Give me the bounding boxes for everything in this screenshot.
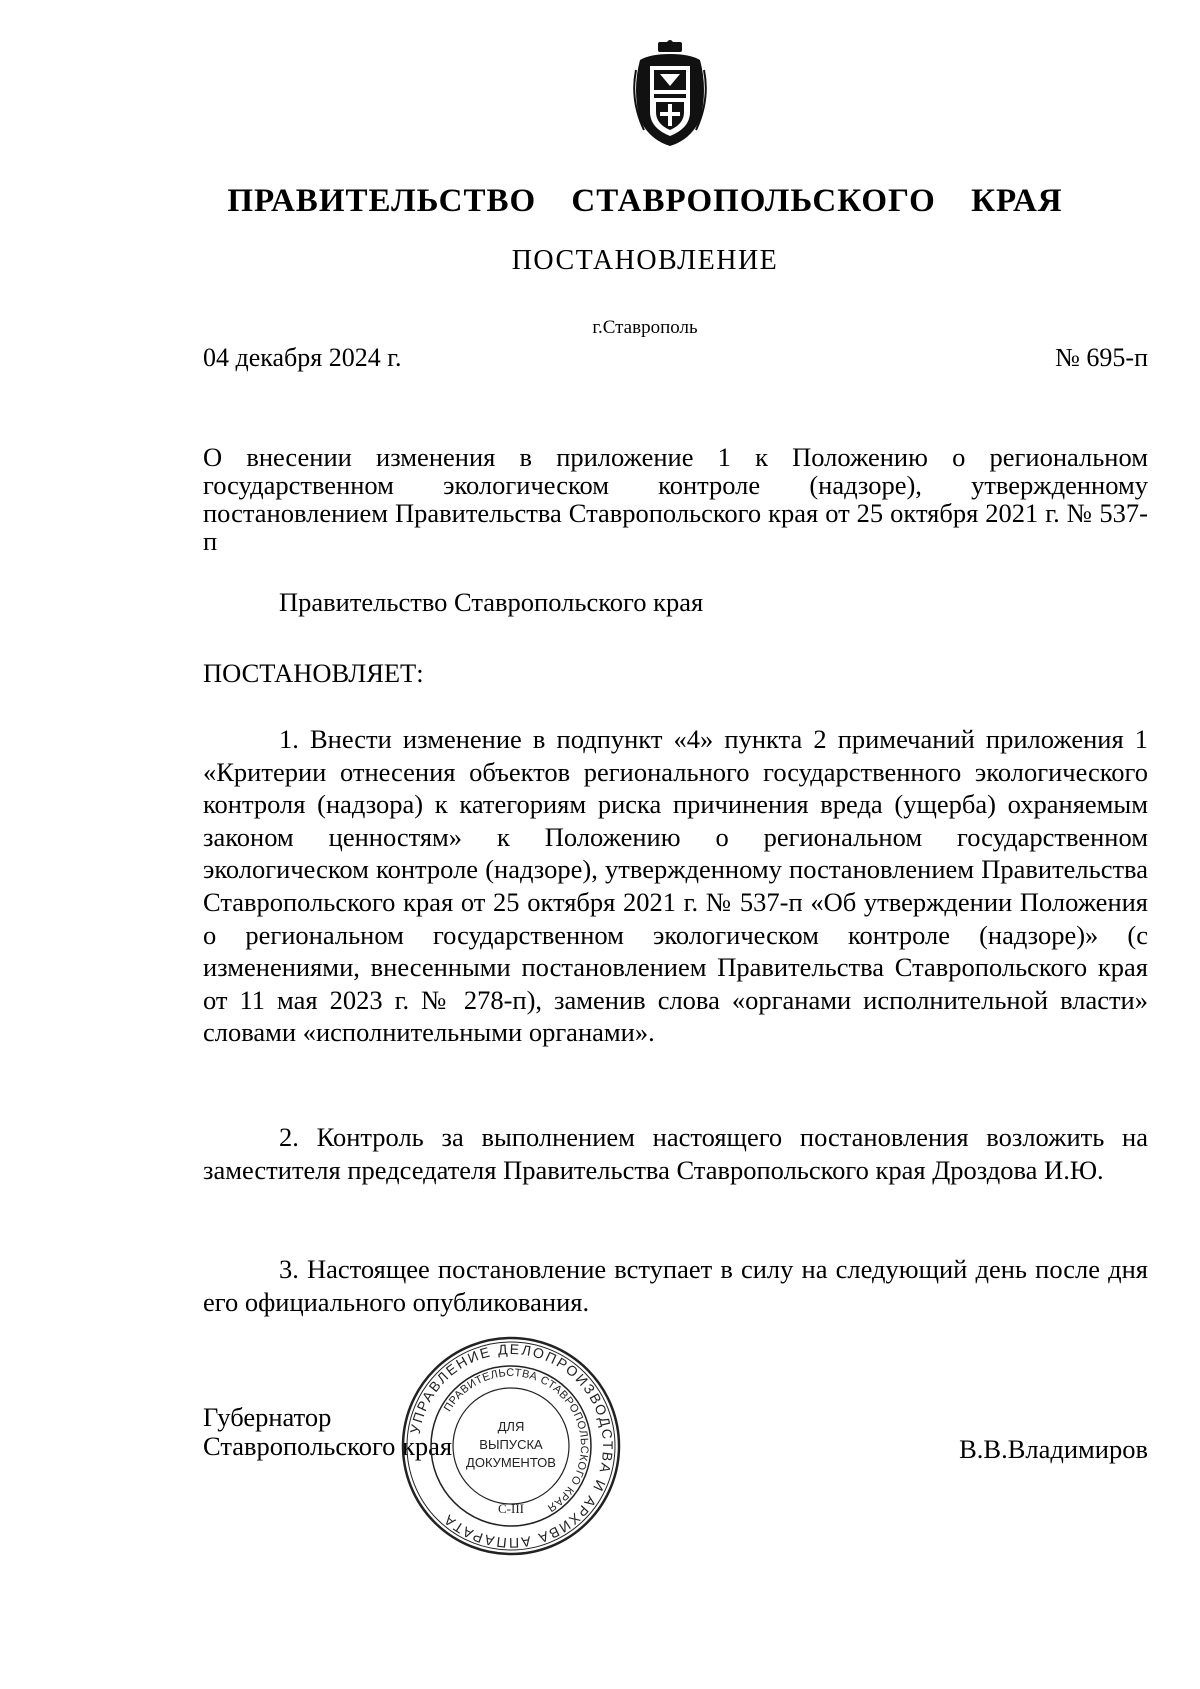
stamp-center-line-2: ВЫПУСКА [479, 1437, 543, 1452]
document-number: № 695-п [1055, 343, 1148, 372]
city-name: г.Ставрополь [592, 317, 698, 338]
document-subject: О внесении изменения в приложение 1 к Положению о региональном государственном экологическом контроле (надзоре), утвержденному постановлением Правительства Ставропольского края от 25 октября 2021 г. № 537-п [203, 442, 1148, 556]
document-date: 04 декабря 2024 г. [203, 343, 402, 372]
paragraph-1: 1. Внести изменение в подпункт «4» пункта 2 примечаний приложения 1 «Критерии отнесения объектов регионального государственного экологического контроля (надзора) к категориям риска причинения вреда (ущерба) охраняемым законом ценностям» к Положению о региональном государственном экологическом контроле (надзоре), утвержденному постановлением Правительства Ставропольского края от 25 октября 2021 г. № 537-п «Об утверждении Положения о региональном государственном экологическом контроле (надзоре)» (с изменениями, внесенными постановлением Правительства Ставропольского края от 11 мая 2023 г. № 278-п), заменив слова «органами исполнительной власти» словами «исполнительными органами». [203, 724, 1148, 1048]
signatory-position-line-1: Губернатор [203, 1402, 332, 1432]
government-title: ПРАВИТЕЛЬСТВО СТАВРОПОЛЬСКОГО КРАЯ [227, 183, 1063, 219]
official-stamp [400, 1335, 622, 1557]
stamp-inner-text: ПРАВИТЕЛЬСТВА СТАВРОПОЛЬСКОГО КРАЯ [441, 1366, 591, 1514]
stamp-outer-text: УПРАВЛЕНИЕ ДЕЛОПРОИЗВОДСТВА И АРХИВА АППАРАТА [406, 1340, 617, 1552]
stamp-center-line-1: ДЛЯ [497, 1419, 525, 1434]
resolves-heading: ПОСТАНОВЛЯЕТ: [203, 658, 424, 688]
signatory-position-line-2: Ставропольского края [203, 1431, 453, 1461]
preamble: Правительство Ставропольского края [279, 587, 704, 617]
coat-of-arms-emblem [630, 40, 710, 148]
stamp-center-line-3: ДОКУМЕНТОВ [466, 1455, 556, 1470]
paragraph-3: 3. Настоящее постановление вступает в силу на следующий день после дня его официального опубликования. [203, 1254, 1148, 1317]
document-type: ПОСТАНОВЛЕНИЕ [511, 245, 779, 276]
signatory-name: В.В.Владимиров [959, 1434, 1148, 1464]
stamp-code: С-III [498, 1501, 524, 1516]
paragraph-2: 2. Контроль за выполнением настоящего постановления возложить на заместителя председателя Правительства Ставропольского края Дроздова И.Ю. [203, 1122, 1148, 1185]
